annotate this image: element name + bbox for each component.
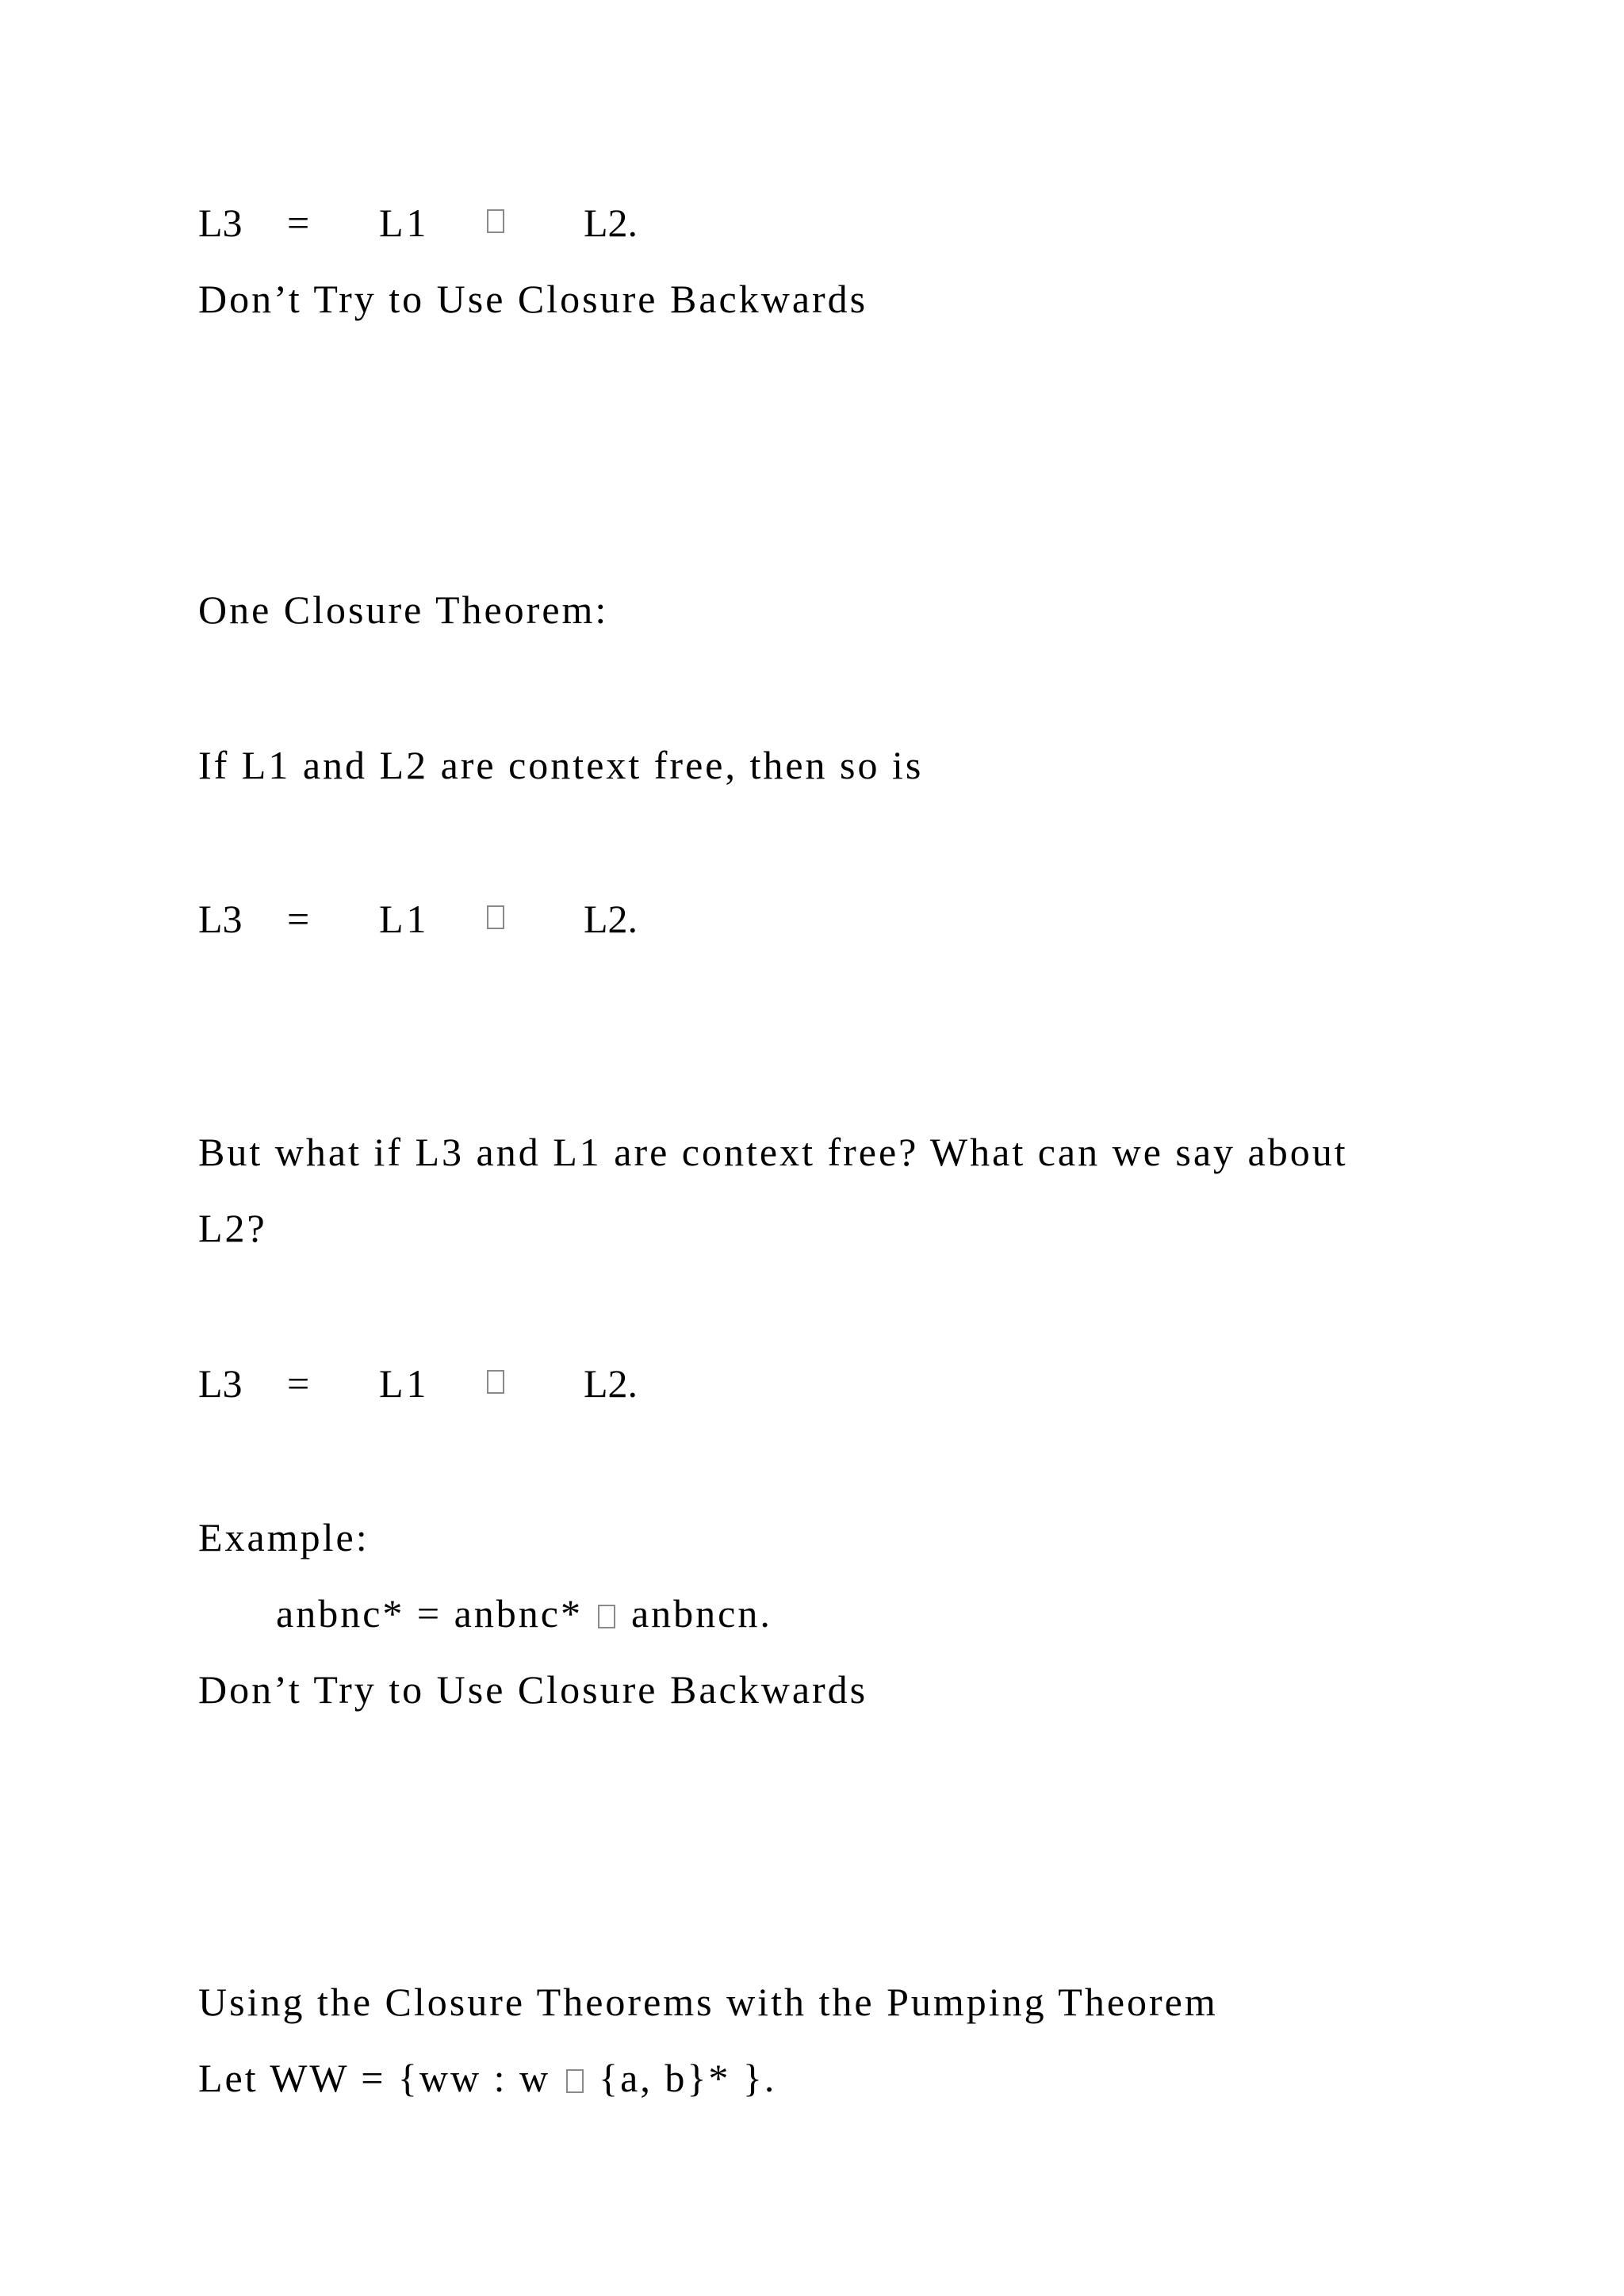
heading-closure-backwards: Don’t Try to Use Closure Backwards <box>198 277 868 321</box>
ww-definition <box>198 2058 776 2098</box>
equals-sign: = <box>287 897 310 941</box>
missing-glyph-icon <box>487 905 504 929</box>
equation-lhs: L3 <box>198 201 243 245</box>
ww-definition-right: {a, b}* }. <box>599 2056 777 2100</box>
equation-operand-1: L1 <box>379 201 430 245</box>
ww-definition-left: Let WW = {ww : w <box>198 2056 551 2100</box>
equation-lhs: L3 <box>198 897 243 941</box>
missing-glyph-icon <box>566 2069 584 2093</box>
equation-lhs: L3 <box>198 1361 243 1406</box>
example-expression <box>276 1591 772 1636</box>
paragraph-if-context-free: If L1 and L2 are context free, then so is <box>198 743 924 787</box>
missing-glyph-icon <box>487 209 504 233</box>
missing-glyph-icon <box>598 1605 615 1628</box>
equation-operand-2: L2. <box>584 897 638 941</box>
heading-closure-backwards-2: Don’t Try to Use Closure Backwards <box>198 1667 868 1712</box>
equals-sign: = <box>287 201 310 245</box>
missing-glyph-icon <box>487 1370 504 1394</box>
equation-operand-2: L2. <box>584 201 638 245</box>
equation-operand-1: L1 <box>379 1361 430 1406</box>
paragraph-but-what-if: But what if L3 and L1 are context free? What can we say about <box>198 1130 1348 1174</box>
equals-sign: = <box>287 1361 310 1406</box>
heading-one-closure-theorem: One Closure Theorem: <box>198 587 609 632</box>
paragraph-l2-question: L2? <box>198 1206 267 1250</box>
example-right: anbncn. <box>630 1591 772 1636</box>
heading-pumping-theorem: Using the Closure Theorems with the Pumping Theorem <box>198 1980 1218 2024</box>
equation-operand-2: L2. <box>584 1361 638 1406</box>
label-example: Example: <box>198 1515 370 1559</box>
equation-operand-1: L1 <box>379 897 430 941</box>
example-left: anbnc* = anbnc* <box>276 1591 583 1636</box>
